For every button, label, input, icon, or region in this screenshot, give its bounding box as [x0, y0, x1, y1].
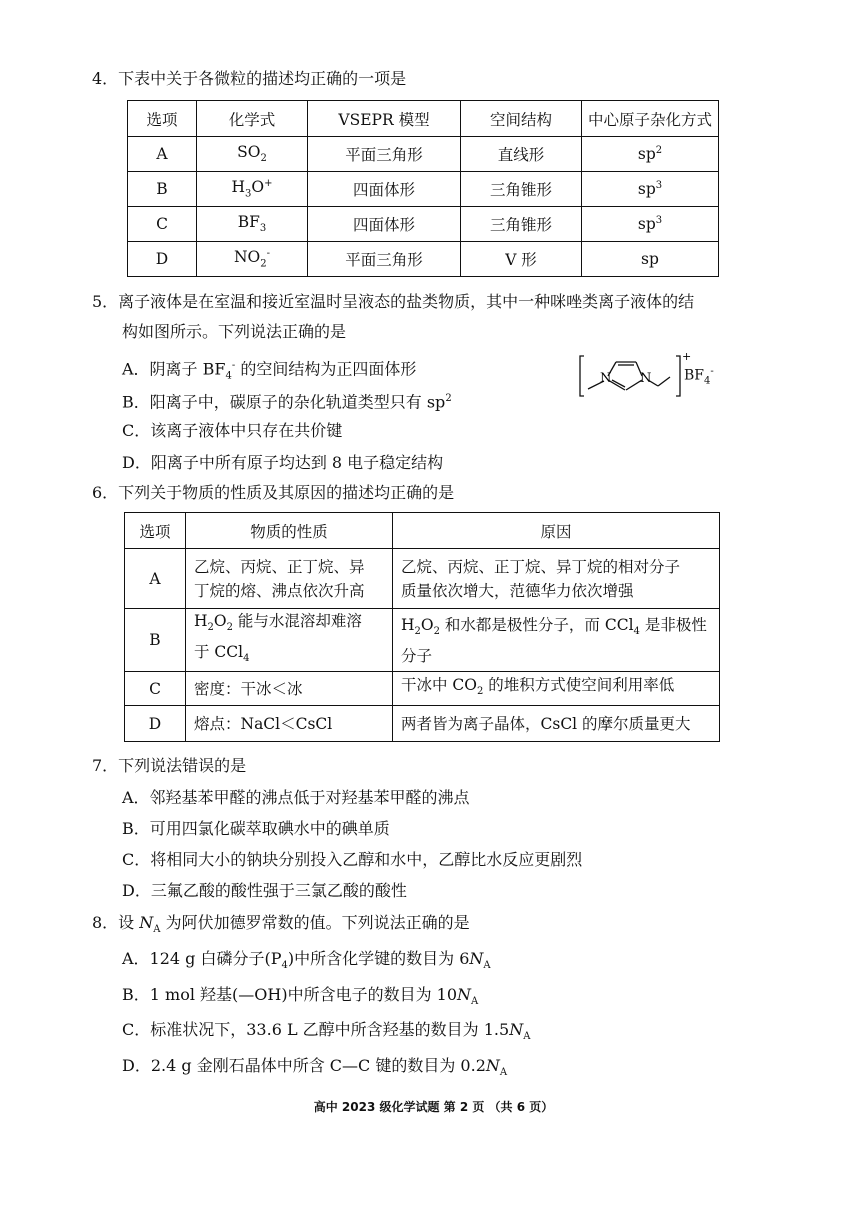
q6-reason: 两者皆为离子晶体，CsCl 的摩尔质量更大	[393, 706, 720, 742]
table-row	[128, 137, 719, 172]
structure-charge: +	[682, 352, 692, 363]
structure-anion: $BF_4^-$	[684, 366, 714, 387]
q5-option-c: C．该离子液体中只存在共价键	[122, 421, 343, 440]
q6-prop: 熔点：NaCl＜CsCl	[186, 706, 393, 742]
table-row	[125, 672, 720, 706]
q4-shape: 三角锥形	[461, 172, 582, 207]
table-row	[128, 172, 719, 207]
q4-shape: V 形	[461, 242, 582, 277]
q6-header: 原因	[393, 513, 720, 549]
q4-header: VSEPR 模型	[308, 101, 461, 137]
q4-shape: 三角锥形	[461, 207, 582, 242]
q6-opt: A	[125, 549, 186, 609]
q4-header: 化学式	[197, 101, 308, 137]
table-row	[125, 609, 720, 672]
q6-opt: B	[125, 609, 186, 672]
q6-prop: $H_2O_2$ 能与水混溶却难溶 于 CCl$_4$	[186, 609, 393, 672]
q7-option-d: D．三氟乙酸的酸性强于三氯乙酸的酸性	[122, 881, 407, 900]
q8-option-d: D．2.4 g 金刚石晶体中所含 C—C 键的数目为 $0.2N_A$	[122, 1056, 508, 1079]
q4-formula: $NO_2^-$	[197, 242, 308, 277]
q8-option-a: A．124 g 白磷分子$(P_4)$中所含化学键的数目为 $6N_A$	[122, 949, 491, 972]
q6-header: 物质的性质	[186, 513, 393, 549]
q4-hyb: $sp^2$	[582, 137, 719, 172]
q5-option-b: B．阳离子中，碳原子的杂化轨道类型只有 $sp^2$	[122, 392, 452, 412]
q6-opt: C	[125, 672, 186, 706]
q4-formula: $SO_2$	[197, 137, 308, 172]
q4-header: 中心原子杂化方式	[582, 101, 719, 137]
q5-stem-line1: 5．离子液体是在室温和接近室温时呈液态的盐类物质，其中一种咪唑类离子液体的结	[92, 292, 695, 311]
q6-reason: $H_2O_2$ 和水都是极性分子，而 CCl$_4$ 是非极性 分子	[393, 609, 720, 672]
q5-option-d: D．阳离子中所有原子均达到 8 电子稳定结构	[122, 453, 444, 472]
q6-prop: 密度：干冰＜冰	[186, 672, 393, 706]
q6-table	[124, 512, 720, 742]
q6-opt: D	[125, 706, 186, 742]
q8-option-b: B．1 mol 羟基(—OH)中所含电子的数目为 $10N_A$	[122, 985, 479, 1008]
q8-option-c: C．标准状况下，33.6 L 乙醇中所含羟基的数目为 $1.5N_A$	[122, 1020, 531, 1043]
q4-opt: B	[128, 172, 197, 207]
q4-vsepr: 四面体形	[308, 207, 461, 242]
q4-opt: C	[128, 207, 197, 242]
q4-stem: 4．下表中关于各微粒的描述均正确的一项是	[92, 69, 407, 88]
q6-stem: 6．下列关于物质的性质及其原因的描述均正确的是	[92, 483, 455, 502]
q4-table	[127, 100, 719, 277]
q4-opt: A	[128, 137, 197, 172]
q4-hyb: sp	[582, 242, 719, 277]
q4-vsepr: 平面三角形	[308, 242, 461, 277]
page-footer: 高中 2023 级化学试题 第 2 页 （共 6 页）	[313, 1100, 554, 1114]
q4-hyb: $sp^3$	[582, 172, 719, 207]
table-row	[128, 242, 719, 277]
q7-option-b: B．可用四氯化碳萃取碘水中的碘单质	[122, 819, 390, 838]
q6-reason: 干冰中 $CO_2$ 的堆积方式使空间利用率低	[393, 672, 720, 706]
q4-vsepr: 四面体形	[308, 172, 461, 207]
table-row	[125, 549, 720, 609]
q7-stem: 7．下列说法错误的是	[92, 756, 247, 775]
q4-formula: $H_3O^+$	[197, 172, 308, 207]
table-row	[128, 207, 719, 242]
q6-header: 选项	[125, 513, 186, 549]
structure-n1: N	[600, 371, 612, 386]
structure-n2: N	[640, 371, 652, 386]
q4-formula: $BF_3$	[197, 207, 308, 242]
q4-shape: 直线形	[461, 137, 582, 172]
q4-header: 选项	[128, 101, 197, 137]
q8-stem: 8．设 $N_A$ 为阿伏加德罗常数的值。下列说法正确的是	[92, 913, 470, 936]
q7-option-a: A．邻羟基苯甲醛的沸点低于对羟基苯甲醛的沸点	[122, 788, 470, 807]
q7-option-c: C．将相同大小的钠块分别投入乙醇和水中，乙醇比水反应更剧烈	[122, 850, 583, 869]
q6-reason: 乙烷、丙烷、正丁烷、异丁烷的相对分子 质量依次增大，范德华力依次增强	[393, 549, 720, 609]
q4-header: 空间结构	[461, 101, 582, 137]
q6-prop: 乙烷、丙烷、正丁烷、异 丁烷的熔、沸点依次升高	[186, 549, 393, 609]
q4-opt: D	[128, 242, 197, 277]
q4-hyb: $sp^3$	[582, 207, 719, 242]
table-row	[125, 706, 720, 742]
q4-vsepr: 平面三角形	[308, 137, 461, 172]
q5-stem-line2: 构如图所示。下列说法正确的是	[122, 322, 347, 341]
q5-option-a: A．阴离子 $BF_4^-$ 的空间结构为正四面体形	[122, 359, 417, 382]
